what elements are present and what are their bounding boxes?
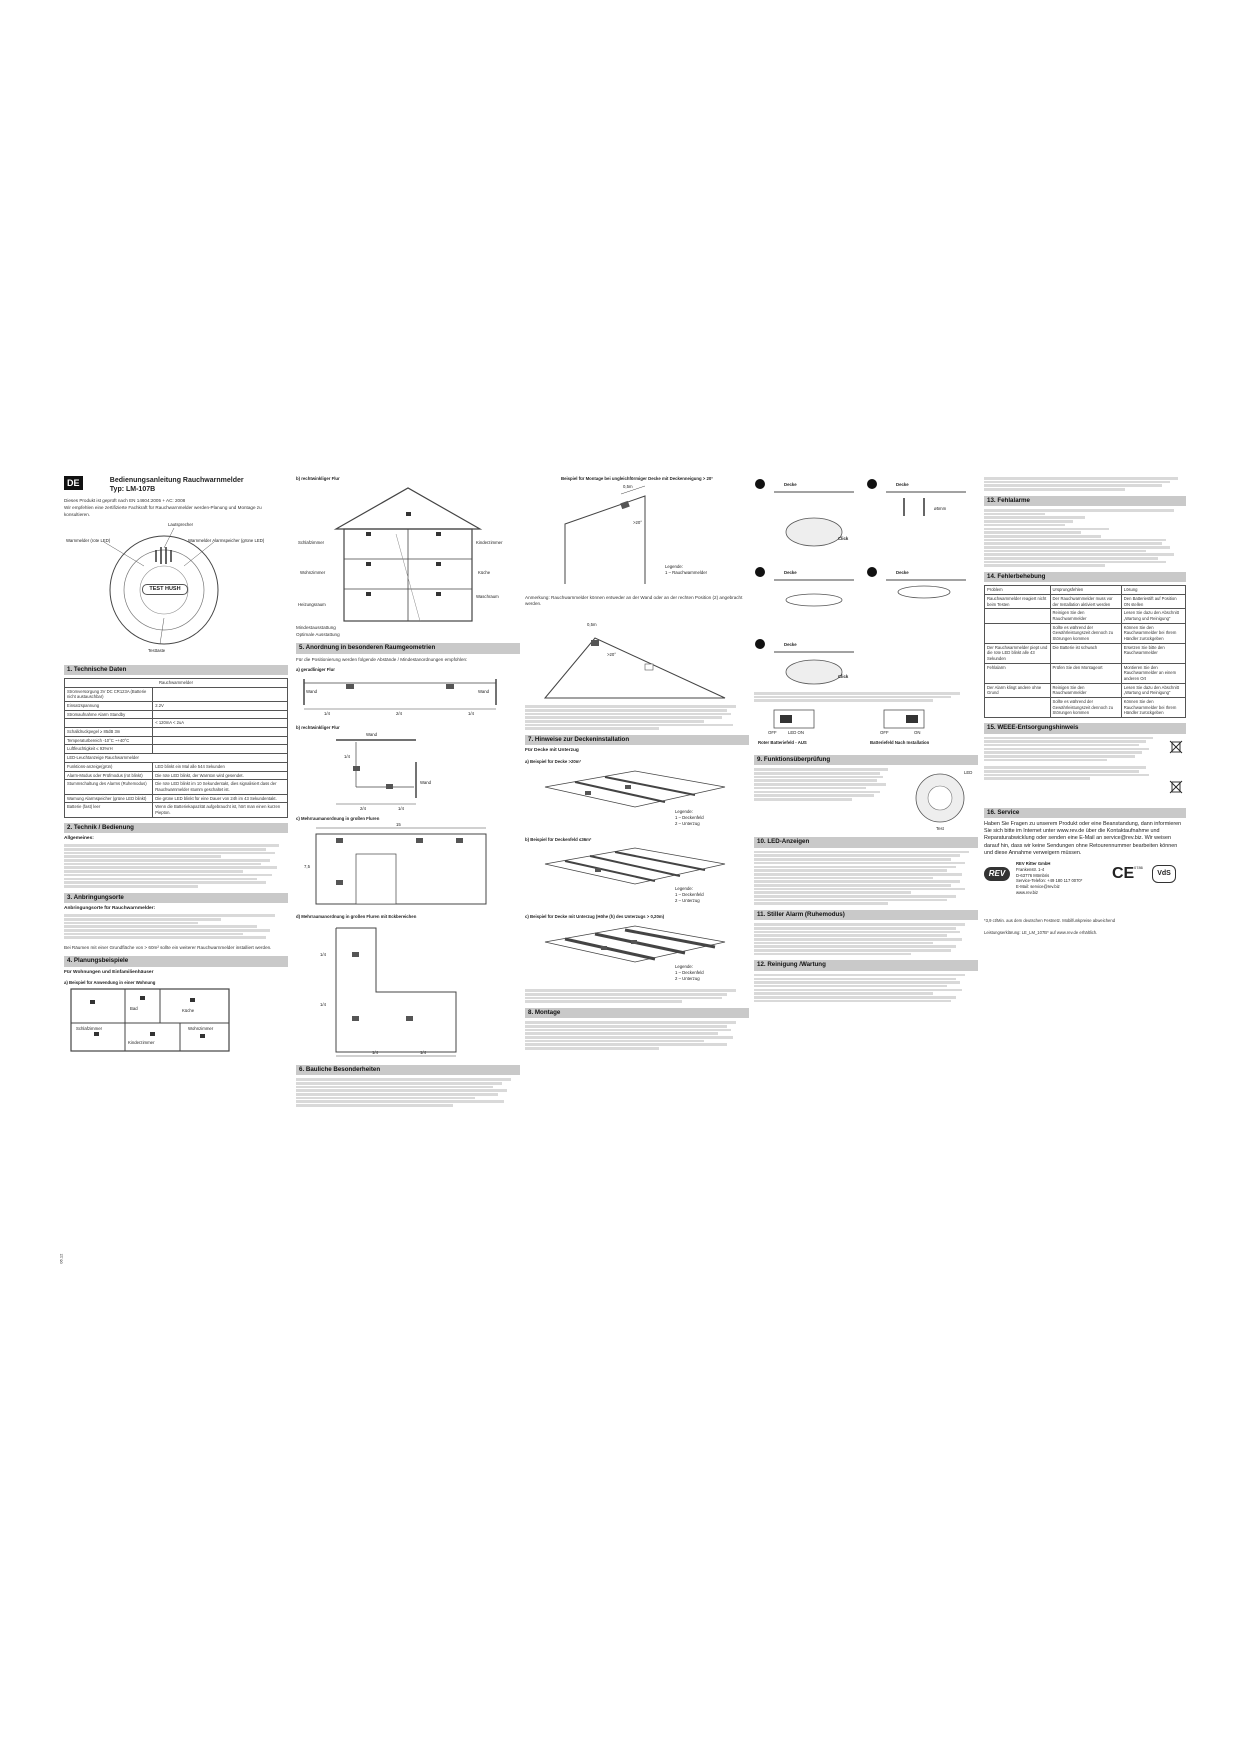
- section-1-title: 1. Technische Daten: [64, 665, 288, 675]
- distance-label: 1/4: [320, 1001, 326, 1007]
- section-10-text-block: [754, 851, 978, 905]
- rev-logo: REV: [984, 867, 1010, 881]
- function-test-block: [754, 768, 978, 832]
- table-row: Sollte es während der Gewährleistungszeit dennoch zu Störungen kommen Können Sie den Rauchwarnmelder bei Ihrem Händler zurückgeben: [985, 623, 1186, 643]
- section-8-text-block: [525, 1021, 749, 1049]
- legend-item: 1 – Deckenfeld: [675, 892, 704, 898]
- angled-corridor-figure: [296, 732, 520, 812]
- weee-block: [984, 737, 1186, 803]
- legend-item: 1 – Rauchwarnmelder: [665, 569, 708, 575]
- section-9-title: 9. Funktionsüberprüfung: [754, 755, 978, 765]
- page-title: Bedienungsanleitung Rauchwarnmelder Typ: LM-107B: [109, 477, 244, 494]
- legend-item: 1 – Deckenfeld: [675, 970, 704, 976]
- table-row: Stromversorgung 3V DC CR123A (Batterie nicht austauschbar): [65, 687, 288, 701]
- legend-optimal: Optimale Ausstattung: [296, 631, 340, 637]
- mounting-steps-figure: [754, 476, 978, 691]
- distance-label: 1/4: [372, 1049, 378, 1055]
- section-2-subtitle: Allgemeines:: [64, 835, 94, 841]
- distance-label: 1/4: [324, 710, 330, 716]
- house-room-label: Heizungsraum: [298, 601, 326, 607]
- table-row: Reinigen Sie den Rauchwarnmelder Lesen Sie dazu den Abschnitt „Wartung und Reinigung“: [985, 609, 1186, 623]
- table-row: Der Alarm klingt andere ohne Grund Reinigen Sie den Rauchwarnmelder Lesen Sie dazu den Abschnitt „Wartung und Reinigung“: [985, 683, 1186, 697]
- column-2: [296, 476, 520, 1281]
- dimension-label: 15: [396, 822, 401, 828]
- section-12-title: 12. Reinigung /Wartung: [754, 960, 978, 970]
- section-15-title: 15. WEEE-Entsorgungshinweis: [984, 723, 1186, 733]
- section-7-subtitle: Für Decke mit Unterzug: [525, 748, 579, 754]
- distance-label: 1/4: [468, 710, 474, 716]
- ceiling-beams-figure-c: [525, 922, 749, 988]
- intro-line-1: Dieses Produkt ist geprüft nach EN 14604:2005 + AC: 2008: [64, 498, 186, 504]
- false-alarm-intro-block: [984, 477, 1186, 491]
- legend-item: 2 – Unterzug: [675, 820, 700, 826]
- wall-label: Wand: [420, 780, 432, 786]
- section-4-title: 4. Planungsbeispiele: [64, 956, 288, 966]
- column-4: [754, 476, 978, 1281]
- section-11-title: 11. Stiller Alarm (Ruhemodus): [754, 910, 978, 920]
- on-label: ON: [914, 730, 921, 736]
- section-3-subtitle: Anbringungsorte für Rauchwarnmelder:: [64, 905, 156, 911]
- ceiling-label: Decke: [784, 570, 797, 575]
- section-10-title: 10. LED-Anzeigen: [754, 837, 978, 847]
- table-row: Sollte es während der Gewährleistungszeit dennoch zu Störungen kommen Können Sie den Rauchwarnmelder bei Ihrem Händler zurückgeben: [985, 698, 1186, 718]
- table-row: < 120mA < 2uA: [65, 719, 288, 728]
- figure-7c-caption: c) Beispiel für Decke mit Unterzug (Höhe (h) des Unterzugs > 0,20m): [525, 914, 665, 920]
- table-row: Temperaturbereich -10°C ~+40°C: [65, 736, 288, 745]
- figure-5a-caption: a) geradliniger Flur: [296, 666, 335, 672]
- house-room-label: Wohnzimmer: [300, 569, 326, 575]
- table-row: Der Rauchwarnmelder piept und die rote LED blinkt alle 43 Sekunden Die Batterie ist schwach Ersetzen Sie bitte den Rauchwarnmelder: [985, 643, 1186, 663]
- manual-sheet: [58, 476, 1186, 1281]
- distance-label: 1/4: [344, 754, 350, 760]
- distance-label: 1/4: [420, 1049, 426, 1055]
- wall-label: Wand: [306, 688, 318, 694]
- battery-switch-figure: [754, 706, 978, 750]
- section-16-title: 16. Service: [984, 808, 1186, 818]
- house-room-label: Küche: [478, 569, 491, 575]
- wall-label: Wand: [366, 732, 378, 738]
- room-label: Schlafzimmer: [76, 1025, 103, 1031]
- test-button-label: Testtaste: [148, 647, 166, 653]
- room-label: Bad: [130, 1005, 138, 1011]
- click-label: Click: [838, 674, 849, 679]
- service-text: Haben Sie Fragen zu unserem Produkt oder eine Beanstandung, dann informieren Sie sich bitte im Internet unter www.rev.de über die Kontaktaufnahme und Reparaturabwicklung oder senden eine E-Mail an service@rev.biz. Wir weisen darauf hin, dass wir keine Sendungen ohne Retourennummer bearbeiten können und diese Annahme verweigern müssen.: [984, 820, 1182, 857]
- distance-label: 0,5m: [587, 622, 597, 628]
- ceiling-beams-figure-b: [525, 844, 749, 910]
- ceiling-label: Decke: [896, 570, 909, 575]
- house-figure: [296, 484, 520, 624]
- click-label: Click: [838, 536, 849, 541]
- sloped-ceiling-figure-2: [525, 608, 749, 704]
- legend-title: Legende:: [675, 964, 693, 970]
- speaker-label: Lautsprecher: [168, 521, 194, 527]
- section-7-title: 7. Hinweise zur Deckeninstallation: [525, 735, 749, 745]
- figure-5b-caption: b) rechtwinkliger Flur: [296, 724, 340, 730]
- section-5-text: Für die Positionierung werden folgende Abstände / Mindestanordnungen empfohlen:: [296, 656, 468, 662]
- distance-label: 2/4: [396, 710, 402, 716]
- figure-4a-caption: a) Beispiel für Anwendung in einer Wohnung: [64, 980, 156, 986]
- table-header-row: Problem Ursprungsfehlen Lösung: [985, 586, 1186, 595]
- tech-data-table: [64, 678, 288, 817]
- distance-label: 2/4: [360, 806, 366, 812]
- section-3-text-block: [64, 914, 288, 939]
- distance-label: 1/4: [320, 951, 326, 957]
- table-row: Luftfeuchtigkeit ≤ 93%rH: [65, 745, 288, 754]
- battery-off-caption: Roter Batteriefeld - AUS: [758, 740, 807, 746]
- battery-installed-caption: Batteriefeld Nach Installation: [870, 740, 930, 746]
- section-3-note: Bei Räumen mit einer Grundfläche von > 60m² sollte ein weiterer Rauchwarnmelder installiert werden.: [64, 945, 272, 951]
- intro-line-2: Wir empfehlen eine zertifizierte Fachkraft für Rauchwarnmelder werden-Planung und Montage zu konsultieren.: [64, 505, 262, 517]
- section-14-title: 14. Fehlerbehebung: [984, 572, 1186, 582]
- section-4-subtitle: Für Wohnungen und Einfamilienhäuser: [64, 969, 154, 975]
- drill-size-label: ø5mm: [934, 506, 947, 511]
- section-2-text-block: [64, 844, 288, 887]
- footnote: *3,9 ct/Min. aus dem deutschen Festnetz. Mobilfunkpreise abweichend: [984, 918, 1116, 924]
- figure-7b-caption: b) Beispiel für Deckenfeld ≤36m²: [525, 836, 592, 842]
- off-label: OFF: [768, 730, 777, 736]
- distance-label: 0,5m: [623, 483, 633, 489]
- red-led-label: Warnmelder (rote LED): [66, 537, 111, 543]
- ce-number: 0786: [1134, 865, 1143, 871]
- table-row: Einsatzspannung 2.2V: [65, 702, 288, 711]
- table-row: Schalldruckpegel ≥ 85dB 3m: [65, 728, 288, 737]
- device-figure: [64, 520, 288, 660]
- ce-mark-icon: CE: [1112, 865, 1135, 883]
- section-8-title: 8. Montage: [525, 1008, 749, 1018]
- sloped-ceiling-caption: Beispiel für Montage bei ungleichförmiger Decke mit Deckenneigung > 20°: [560, 476, 714, 481]
- table-row: Rauchwarnmelder reagiert nicht beim Testen Der Rauchwarnmelder muss vor der Installation aktiviert werden Den Batteriestift auf Position ON stellen: [985, 595, 1186, 609]
- section-5-title: 5. Anordnung in besonderen Raumgeometrien: [296, 643, 520, 653]
- dimension-label: 7,5: [304, 864, 310, 870]
- sloped-ceiling-note: Anmerkung: Rauchwarnmelder können entweder an der Wand oder an der rechten Position (2) angebracht werden.: [525, 594, 743, 606]
- ceiling-beams-figure-a: [525, 767, 749, 833]
- table-row: Warnung Alarmspeicher (grüne LED blinkt) Die grüne LED blinkt für eine Dauer von 24h im 43 Sekundentakt.: [65, 794, 288, 803]
- declaration: Leistungserklärung: LE_LM_107B* auf www.rev.de erhältlich.: [984, 930, 1098, 936]
- ceiling-label: Decke: [896, 482, 909, 487]
- figure-5d-caption: d) Mehrraumanordnung in großen Fluren mit Eckbereichen: [296, 914, 417, 920]
- section-6-title: 6. Bauliche Besonderheiten: [296, 1065, 520, 1075]
- section-2-title: 2. Technik / Bedienung: [64, 823, 288, 833]
- table-row: Stromaufnahme Alarm Standby: [65, 710, 288, 719]
- table-header: Rauchwarnmelder: [65, 679, 288, 688]
- wall-label: Wand: [478, 688, 490, 694]
- header: [64, 476, 288, 494]
- column-5: [984, 476, 1186, 1281]
- mounting-text-block: [754, 692, 978, 702]
- angle-label: >20°: [607, 652, 617, 658]
- sloped-ceiling-figure-1: [525, 484, 749, 594]
- section-7-text-block: [525, 989, 749, 1003]
- section-3-title: 3. Anbringungsorte: [64, 893, 288, 903]
- off-label: OFF: [880, 730, 889, 736]
- legend-item: 2 – Unterzug: [675, 976, 700, 982]
- figure-house-caption: b) rechtwinkliger Flur: [296, 476, 340, 481]
- room-label: Kinderzimmer: [128, 1039, 155, 1045]
- test-label: Test: [936, 826, 944, 832]
- company-address: REV Ritter GmbH Frankenstr. 1-4 D-63776 Mömbris Service-Telefon: +49 180 117 0070* E-Mail: service@rev.biz www.rev.biz: [1016, 861, 1083, 895]
- led-label: LED: [964, 770, 973, 776]
- table-row: Alarm-Modus oder Prüfmodus (rot blinkt) Die rote LED blinkt, der Warnton wird gesendet.: [65, 771, 288, 780]
- ceiling-label: Decke: [784, 482, 797, 487]
- house-room-label: Waschraum: [476, 593, 499, 599]
- ceiling-label: Decke: [784, 642, 797, 647]
- language-badge: DE: [64, 476, 83, 490]
- room-label: Küche: [182, 1007, 195, 1013]
- troubleshooting-table: [984, 585, 1186, 718]
- table-row: Funktions-anzeige(grün) LED blinkt ein Mal alle 544 Sekunden: [65, 762, 288, 771]
- slope-text-block: [525, 705, 749, 730]
- legend-item: 2 – Unterzug: [675, 898, 700, 904]
- house-room-label: Kinderzimmer: [476, 539, 503, 545]
- section-11-text-block: [754, 923, 978, 955]
- section-12-text-block: [754, 974, 978, 1002]
- battery-bin-icon: [1168, 779, 1184, 795]
- vds-logo: VdS: [1152, 865, 1176, 883]
- corner-corridor-figure: [296, 922, 520, 1060]
- legend-item: 1 – Deckenfeld: [675, 814, 704, 820]
- distance-label: 1/4: [398, 806, 404, 812]
- table-row: Fehlalarm Prüfen Sie den Montageort Montieren Sie den Rauchwarnmelder an einem anderen Ort: [985, 663, 1186, 683]
- column-3: [525, 476, 749, 1281]
- figure-5c-caption: c) Mehrraumanordnung in großen Fluren: [296, 816, 380, 822]
- apartment-plan: [70, 988, 230, 1052]
- legend-title: Legende:: [675, 808, 693, 814]
- section-6-text-block: [296, 1078, 520, 1106]
- column-1: [58, 476, 288, 1281]
- room-label: Wohnzimmer: [188, 1025, 214, 1031]
- section-13-text-block: [984, 509, 1186, 567]
- weee-bin-icon: [1168, 739, 1184, 755]
- legend-title: Legende:: [675, 886, 693, 892]
- test-hush-button[interactable]: TEST HUSH: [142, 584, 188, 595]
- house-room-label: Schlafzimmer: [298, 539, 325, 545]
- figure-7a-caption: a) Beispiel für Decke >20m²: [525, 758, 582, 764]
- angle-label: >20°: [633, 519, 643, 525]
- led-label: LED-Leuchtanzeige Rauchwarnmelder: [65, 754, 288, 763]
- table-row: Batterie (fast) leer Wenn die Batteriekapazität aufgebraucht ist, hört man einen kurzen Piepton.: [65, 803, 288, 817]
- straight-corridor-figure: [296, 675, 520, 721]
- section-13-title: 13. Fehlalarme: [984, 496, 1186, 506]
- large-corridor-figure: [296, 824, 520, 910]
- document-code: 06.12: [58, 1253, 64, 1264]
- green-led-label: Warnmelder Alarmspeicher (grüne LED): [188, 537, 265, 543]
- table-row: Stummschaltung des Alarms (Ruhemodus) Die rote LED blinkt im 10 Sekundentakt, dies signalisiert dass der Rauchwarnmelder stumm geschaltet ist.: [65, 780, 288, 794]
- led-on-label: LED ON: [788, 730, 804, 736]
- legend-title: Legende:: [665, 563, 683, 569]
- company-block: [984, 861, 1186, 917]
- legend-minimum: Mindestausstattung: [296, 624, 336, 630]
